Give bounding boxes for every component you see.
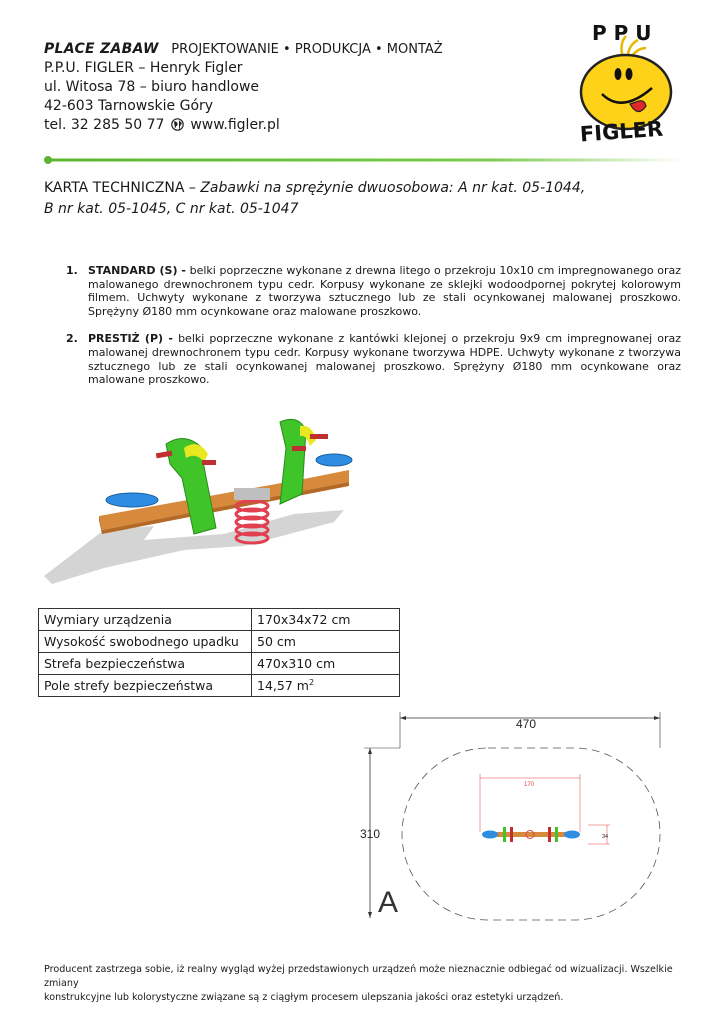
ppu-figler-logo <box>570 18 690 148</box>
city-address: 42-603 Tarnowskie Góry <box>44 98 214 114</box>
table-row <box>39 631 400 653</box>
disclaimer-line2: konstrukcyjne lub kolorystyczne związane są z ciągłym procesem ulepszania jakości oraz estetyki urządzeń. <box>44 992 564 1003</box>
title-product-line1: Zabawki na sprężynie dwuosobowa: A nr kat. 05-1044, <box>200 180 586 196</box>
title-product-line2: B nr kat. 05-1045, C nr kat. 05-1047 <box>44 201 299 217</box>
globe-icon <box>171 118 184 137</box>
spec-name: PRESTIŻ (P) - <box>88 332 173 346</box>
table-row <box>39 653 400 675</box>
zone-height-label: 310 <box>360 827 381 841</box>
param-value: 50 cm <box>252 631 400 653</box>
logo-top-text: P P U <box>592 21 652 45</box>
header-brand-line <box>44 40 514 59</box>
phone-number: tel. 32 285 50 77 <box>44 117 165 133</box>
spec-item-standard <box>66 264 681 318</box>
param-label: Wymiary urządzenia <box>39 609 252 631</box>
table-row <box>39 609 400 631</box>
table-row <box>39 675 400 697</box>
tagline: PROJEKTOWANIE • PRODUKCJA • MONTAŻ <box>171 42 443 57</box>
spec-text: belki poprzeczne wykonane z kantówki klejonej o przekroju 9x9 cm impregnowanej oraz malowanej drewnochronem typu cedr. Korpusy wykonane tworzywa HDPE. Uchwyty wykonane z tworzywa sztucznego lub ze stali ocynkowanej malowanej proszkowo. Sprężyny Ø180 mm ocynkowane oraz malowane proszkowo. <box>88 332 682 387</box>
param-label: Wysokość swobodnego upadku <box>39 631 252 653</box>
brand-name: PLACE ZABAW <box>44 41 159 57</box>
website-link[interactable]: www.figler.pl <box>190 117 280 133</box>
spec-number: 1. <box>66 264 78 277</box>
title-prefix: KARTA TECHNICZNA – <box>44 180 201 196</box>
disclaimer-footer <box>44 963 684 1005</box>
company-name: P.P.U. FIGLER – Henryk Figler <box>44 60 243 76</box>
param-label: Strefa bezpieczeństwa <box>39 653 252 675</box>
param-value: 470x310 cm <box>252 653 400 675</box>
variant-letter: A <box>378 886 399 919</box>
logo-bottom-text: FIGLER <box>579 116 664 147</box>
param-value: 170x34x72 cm <box>252 609 400 631</box>
param-label: Pole strefy bezpieczeństwa <box>39 675 252 697</box>
street-address: ul. Witosa 78 – biuro handlowe <box>44 79 260 95</box>
document-title <box>44 178 684 220</box>
safety-zone-plan <box>360 708 690 938</box>
param-value-superscript: 2 <box>308 677 315 687</box>
spec-text: belki poprzeczne wykonane z drewna litego o przekroju 10x10 cm impregnowanego oraz malowanego drewnochronem typu cedr. Korpusy wykonane ze sklejki wodoodpornej pokrytej kolorowym filmem. Uchwyty wykonane z tworzywa sztucznego lub ze stali ocynkowanej malowanej proszkowo. Sprężyny Ø180 mm ocynkowane oraz malowane proszkowo. <box>88 264 681 318</box>
device-length-label: 170 <box>524 782 535 788</box>
contact-line <box>44 116 514 137</box>
disclaimer-line1: Producent zastrzega sobie, iż realny wygląd wyżej przedstawionych urządzeń może nieznacznie odbiegać od wizualizacji. Wszelkie zmiany <box>44 964 673 989</box>
spec-list <box>66 264 681 401</box>
spec-number: 2. <box>66 332 78 346</box>
device-width-label: 34 <box>602 834 609 840</box>
company-header <box>44 40 514 137</box>
param-value <box>252 675 400 697</box>
header-divider <box>44 150 684 160</box>
seesaw-illustration <box>44 418 364 588</box>
spec-item-prestiz <box>66 332 681 386</box>
parameters-table <box>38 608 400 697</box>
seesaw-top-view <box>482 827 580 842</box>
zone-width-label: 470 <box>516 717 537 731</box>
param-value-text: 14,57 m <box>257 678 309 694</box>
spec-name: STANDARD (S) - <box>88 264 186 277</box>
